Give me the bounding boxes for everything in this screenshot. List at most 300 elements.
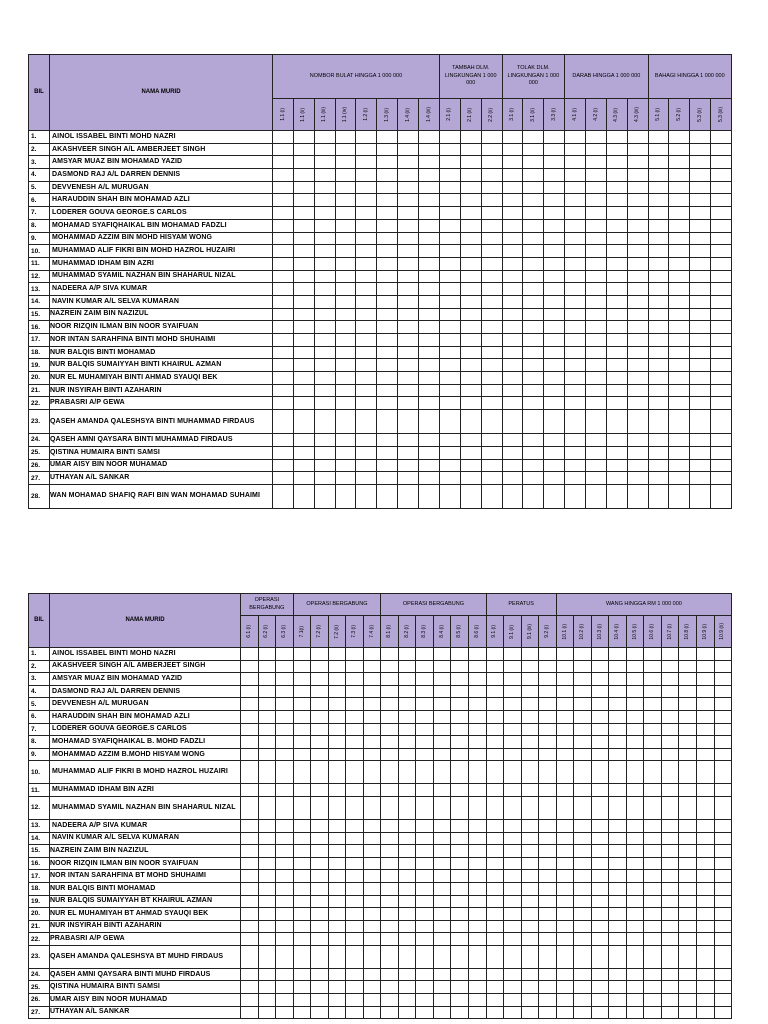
mark-cell[interactable] (481, 143, 502, 156)
mark-cell[interactable] (328, 994, 346, 1007)
mark-cell[interactable] (398, 723, 416, 736)
mark-cell[interactable] (328, 945, 346, 968)
mark-cell[interactable] (335, 169, 356, 182)
mark-cell[interactable] (606, 283, 627, 296)
mark-cell[interactable] (311, 784, 329, 797)
mark-cell[interactable] (398, 784, 416, 797)
mark-cell[interactable] (363, 945, 381, 968)
mark-cell[interactable] (521, 968, 539, 981)
mark-cell[interactable] (565, 169, 586, 182)
mark-cell[interactable] (591, 819, 609, 832)
mark-cell[interactable] (419, 484, 440, 508)
mark-cell[interactable] (468, 796, 486, 819)
mark-cell[interactable] (419, 459, 440, 472)
mark-cell[interactable] (363, 819, 381, 832)
mark-cell[interactable] (328, 1006, 346, 1019)
mark-cell[interactable] (416, 748, 434, 761)
mark-cell[interactable] (690, 384, 711, 397)
mark-cell[interactable] (504, 698, 522, 711)
mark-cell[interactable] (644, 736, 662, 749)
mark-cell[interactable] (504, 981, 522, 994)
mark-cell[interactable] (627, 295, 648, 308)
mark-cell[interactable] (335, 346, 356, 359)
mark-cell[interactable] (314, 434, 335, 447)
mark-cell[interactable] (679, 832, 697, 845)
mark-cell[interactable] (468, 857, 486, 870)
mark-cell[interactable] (690, 245, 711, 258)
mark-cell[interactable] (502, 257, 523, 270)
mark-cell[interactable] (377, 169, 398, 182)
mark-cell[interactable] (276, 819, 294, 832)
mark-cell[interactable] (556, 685, 574, 698)
mark-cell[interactable] (585, 472, 606, 485)
mark-cell[interactable] (273, 372, 294, 385)
mark-cell[interactable] (377, 459, 398, 472)
mark-cell[interactable] (591, 710, 609, 723)
mark-cell[interactable] (460, 257, 481, 270)
mark-cell[interactable] (539, 945, 557, 968)
mark-cell[interactable] (648, 232, 669, 245)
mark-cell[interactable] (544, 257, 565, 270)
mark-cell[interactable] (346, 968, 364, 981)
mark-cell[interactable] (711, 143, 732, 156)
mark-cell[interactable] (502, 207, 523, 220)
mark-cell[interactable] (696, 968, 714, 981)
mark-cell[interactable] (363, 895, 381, 908)
mark-cell[interactable] (714, 723, 732, 736)
mark-cell[interactable] (669, 484, 690, 508)
mark-cell[interactable] (714, 908, 732, 921)
mark-cell[interactable] (419, 257, 440, 270)
mark-cell[interactable] (335, 207, 356, 220)
mark-cell[interactable] (661, 981, 679, 994)
mark-cell[interactable] (644, 761, 662, 784)
mark-cell[interactable] (335, 181, 356, 194)
mark-cell[interactable] (460, 334, 481, 347)
mark-cell[interactable] (669, 459, 690, 472)
mark-cell[interactable] (648, 321, 669, 334)
mark-cell[interactable] (679, 870, 697, 883)
mark-cell[interactable] (626, 1006, 644, 1019)
mark-cell[interactable] (648, 295, 669, 308)
mark-cell[interactable] (556, 857, 574, 870)
mark-cell[interactable] (627, 484, 648, 508)
mark-cell[interactable] (565, 283, 586, 296)
mark-cell[interactable] (648, 169, 669, 182)
mark-cell[interactable] (241, 761, 259, 784)
mark-cell[interactable] (419, 131, 440, 144)
mark-cell[interactable] (504, 920, 522, 933)
mark-cell[interactable] (398, 181, 419, 194)
mark-cell[interactable] (398, 346, 419, 359)
mark-cell[interactable] (293, 270, 314, 283)
mark-cell[interactable] (648, 372, 669, 385)
mark-cell[interactable] (696, 933, 714, 946)
mark-cell[interactable] (273, 410, 294, 434)
mark-cell[interactable] (669, 169, 690, 182)
mark-cell[interactable] (381, 748, 399, 761)
mark-cell[interactable] (363, 748, 381, 761)
mark-cell[interactable] (609, 784, 627, 797)
mark-cell[interactable] (574, 870, 592, 883)
mark-cell[interactable] (711, 446, 732, 459)
mark-cell[interactable] (565, 207, 586, 220)
mark-cell[interactable] (460, 131, 481, 144)
mark-cell[interactable] (679, 819, 697, 832)
mark-cell[interactable] (377, 321, 398, 334)
mark-cell[interactable] (714, 857, 732, 870)
mark-cell[interactable] (416, 723, 434, 736)
mark-cell[interactable] (356, 131, 377, 144)
mark-cell[interactable] (356, 169, 377, 182)
mark-cell[interactable] (556, 895, 574, 908)
mark-cell[interactable] (565, 397, 586, 410)
mark-cell[interactable] (451, 748, 469, 761)
mark-cell[interactable] (565, 384, 586, 397)
mark-cell[interactable] (468, 845, 486, 858)
mark-cell[interactable] (504, 796, 522, 819)
mark-cell[interactable] (502, 308, 523, 321)
mark-cell[interactable] (363, 648, 381, 661)
mark-cell[interactable] (258, 968, 276, 981)
mark-cell[interactable] (276, 1006, 294, 1019)
mark-cell[interactable] (539, 882, 557, 895)
mark-cell[interactable] (460, 321, 481, 334)
mark-cell[interactable] (669, 334, 690, 347)
mark-cell[interactable] (346, 832, 364, 845)
mark-cell[interactable] (276, 710, 294, 723)
mark-cell[interactable] (276, 845, 294, 858)
mark-cell[interactable] (626, 710, 644, 723)
mark-cell[interactable] (644, 1006, 662, 1019)
mark-cell[interactable] (293, 156, 314, 169)
mark-cell[interactable] (416, 819, 434, 832)
mark-cell[interactable] (556, 845, 574, 858)
mark-cell[interactable] (661, 761, 679, 784)
mark-cell[interactable] (273, 156, 294, 169)
mark-cell[interactable] (276, 736, 294, 749)
mark-cell[interactable] (556, 736, 574, 749)
mark-cell[interactable] (293, 994, 311, 1007)
mark-cell[interactable] (523, 283, 544, 296)
mark-cell[interactable] (276, 857, 294, 870)
mark-cell[interactable] (311, 736, 329, 749)
mark-cell[interactable] (556, 1006, 574, 1019)
mark-cell[interactable] (273, 257, 294, 270)
mark-cell[interactable] (460, 245, 481, 258)
mark-cell[interactable] (690, 156, 711, 169)
mark-cell[interactable] (669, 143, 690, 156)
mark-cell[interactable] (539, 920, 557, 933)
mark-cell[interactable] (241, 895, 259, 908)
mark-cell[interactable] (363, 968, 381, 981)
mark-cell[interactable] (544, 169, 565, 182)
mark-cell[interactable] (627, 143, 648, 156)
mark-cell[interactable] (626, 673, 644, 686)
mark-cell[interactable] (293, 710, 311, 723)
mark-cell[interactable] (293, 761, 311, 784)
mark-cell[interactable] (416, 796, 434, 819)
mark-cell[interactable] (241, 710, 259, 723)
mark-cell[interactable] (377, 131, 398, 144)
mark-cell[interactable] (398, 410, 419, 434)
mark-cell[interactable] (521, 648, 539, 661)
mark-cell[interactable] (314, 321, 335, 334)
mark-cell[interactable] (626, 685, 644, 698)
mark-cell[interactable] (606, 169, 627, 182)
mark-cell[interactable] (585, 384, 606, 397)
mark-cell[interactable] (293, 245, 314, 258)
mark-cell[interactable] (439, 270, 460, 283)
mark-cell[interactable] (451, 857, 469, 870)
mark-cell[interactable] (460, 359, 481, 372)
mark-cell[interactable] (241, 845, 259, 858)
mark-cell[interactable] (711, 384, 732, 397)
mark-cell[interactable] (669, 308, 690, 321)
mark-cell[interactable] (416, 761, 434, 784)
mark-cell[interactable] (714, 994, 732, 1007)
mark-cell[interactable] (504, 736, 522, 749)
mark-cell[interactable] (544, 143, 565, 156)
mark-cell[interactable] (241, 723, 259, 736)
mark-cell[interactable] (648, 207, 669, 220)
mark-cell[interactable] (377, 334, 398, 347)
mark-cell[interactable] (606, 156, 627, 169)
mark-cell[interactable] (711, 207, 732, 220)
mark-cell[interactable] (523, 245, 544, 258)
mark-cell[interactable] (416, 710, 434, 723)
mark-cell[interactable] (363, 857, 381, 870)
mark-cell[interactable] (679, 981, 697, 994)
mark-cell[interactable] (711, 194, 732, 207)
mark-cell[interactable] (711, 484, 732, 508)
mark-cell[interactable] (293, 920, 311, 933)
mark-cell[interactable] (556, 673, 574, 686)
mark-cell[interactable] (398, 219, 419, 232)
mark-cell[interactable] (293, 945, 311, 968)
mark-cell[interactable] (609, 857, 627, 870)
mark-cell[interactable] (314, 410, 335, 434)
mark-cell[interactable] (574, 933, 592, 946)
mark-cell[interactable] (521, 660, 539, 673)
mark-cell[interactable] (314, 257, 335, 270)
mark-cell[interactable] (523, 334, 544, 347)
mark-cell[interactable] (502, 131, 523, 144)
mark-cell[interactable] (293, 446, 314, 459)
mark-cell[interactable] (451, 784, 469, 797)
mark-cell[interactable] (591, 908, 609, 921)
mark-cell[interactable] (381, 994, 399, 1007)
mark-cell[interactable] (398, 698, 416, 711)
mark-cell[interactable] (714, 832, 732, 845)
mark-cell[interactable] (669, 410, 690, 434)
mark-cell[interactable] (335, 459, 356, 472)
mark-cell[interactable] (711, 397, 732, 410)
mark-cell[interactable] (644, 882, 662, 895)
mark-cell[interactable] (258, 819, 276, 832)
mark-cell[interactable] (696, 761, 714, 784)
mark-cell[interactable] (585, 131, 606, 144)
mark-cell[interactable] (460, 308, 481, 321)
mark-cell[interactable] (241, 832, 259, 845)
mark-cell[interactable] (346, 673, 364, 686)
mark-cell[interactable] (439, 472, 460, 485)
mark-cell[interactable] (539, 710, 557, 723)
mark-cell[interactable] (460, 484, 481, 508)
mark-cell[interactable] (377, 472, 398, 485)
mark-cell[interactable] (381, 945, 399, 968)
mark-cell[interactable] (626, 784, 644, 797)
mark-cell[interactable] (328, 870, 346, 883)
mark-cell[interactable] (293, 968, 311, 981)
mark-cell[interactable] (556, 994, 574, 1007)
mark-cell[interactable] (439, 207, 460, 220)
mark-cell[interactable] (556, 819, 574, 832)
mark-cell[interactable] (661, 784, 679, 797)
mark-cell[interactable] (398, 761, 416, 784)
mark-cell[interactable] (696, 832, 714, 845)
mark-cell[interactable] (273, 181, 294, 194)
mark-cell[interactable] (433, 796, 451, 819)
mark-cell[interactable] (241, 994, 259, 1007)
mark-cell[interactable] (416, 784, 434, 797)
mark-cell[interactable] (661, 882, 679, 895)
mark-cell[interactable] (311, 870, 329, 883)
mark-cell[interactable] (346, 870, 364, 883)
mark-cell[interactable] (481, 410, 502, 434)
mark-cell[interactable] (606, 257, 627, 270)
mark-cell[interactable] (627, 459, 648, 472)
mark-cell[interactable] (460, 459, 481, 472)
mark-cell[interactable] (486, 968, 504, 981)
mark-cell[interactable] (523, 484, 544, 508)
mark-cell[interactable] (335, 308, 356, 321)
mark-cell[interactable] (609, 845, 627, 858)
mark-cell[interactable] (627, 346, 648, 359)
mark-cell[interactable] (258, 784, 276, 797)
mark-cell[interactable] (690, 232, 711, 245)
mark-cell[interactable] (609, 660, 627, 673)
mark-cell[interactable] (273, 397, 294, 410)
mark-cell[interactable] (398, 270, 419, 283)
mark-cell[interactable] (433, 819, 451, 832)
mark-cell[interactable] (585, 434, 606, 447)
mark-cell[interactable] (381, 920, 399, 933)
mark-cell[interactable] (565, 143, 586, 156)
mark-cell[interactable] (346, 933, 364, 946)
mark-cell[interactable] (574, 748, 592, 761)
mark-cell[interactable] (335, 434, 356, 447)
mark-cell[interactable] (544, 372, 565, 385)
mark-cell[interactable] (539, 660, 557, 673)
mark-cell[interactable] (481, 181, 502, 194)
mark-cell[interactable] (451, 648, 469, 661)
mark-cell[interactable] (276, 832, 294, 845)
mark-cell[interactable] (439, 131, 460, 144)
mark-cell[interactable] (241, 920, 259, 933)
mark-cell[interactable] (606, 308, 627, 321)
mark-cell[interactable] (346, 857, 364, 870)
mark-cell[interactable] (419, 156, 440, 169)
mark-cell[interactable] (644, 698, 662, 711)
mark-cell[interactable] (481, 270, 502, 283)
mark-cell[interactable] (398, 994, 416, 1007)
mark-cell[interactable] (711, 295, 732, 308)
mark-cell[interactable] (433, 748, 451, 761)
mark-cell[interactable] (644, 933, 662, 946)
mark-cell[interactable] (627, 131, 648, 144)
mark-cell[interactable] (481, 346, 502, 359)
mark-cell[interactable] (356, 257, 377, 270)
mark-cell[interactable] (669, 257, 690, 270)
mark-cell[interactable] (669, 245, 690, 258)
mark-cell[interactable] (539, 857, 557, 870)
mark-cell[interactable] (661, 845, 679, 858)
mark-cell[interactable] (556, 882, 574, 895)
mark-cell[interactable] (626, 832, 644, 845)
mark-cell[interactable] (433, 968, 451, 981)
mark-cell[interactable] (644, 723, 662, 736)
mark-cell[interactable] (714, 870, 732, 883)
mark-cell[interactable] (521, 784, 539, 797)
mark-cell[interactable] (523, 169, 544, 182)
mark-cell[interactable] (314, 156, 335, 169)
mark-cell[interactable] (574, 994, 592, 1007)
mark-cell[interactable] (419, 270, 440, 283)
mark-cell[interactable] (556, 710, 574, 723)
mark-cell[interactable] (609, 882, 627, 895)
mark-cell[interactable] (363, 994, 381, 1007)
mark-cell[interactable] (585, 459, 606, 472)
mark-cell[interactable] (311, 994, 329, 1007)
mark-cell[interactable] (585, 219, 606, 232)
mark-cell[interactable] (346, 648, 364, 661)
mark-cell[interactable] (648, 346, 669, 359)
mark-cell[interactable] (609, 761, 627, 784)
mark-cell[interactable] (377, 207, 398, 220)
mark-cell[interactable] (335, 295, 356, 308)
mark-cell[interactable] (574, 796, 592, 819)
mark-cell[interactable] (626, 968, 644, 981)
mark-cell[interactable] (644, 710, 662, 723)
mark-cell[interactable] (377, 397, 398, 410)
mark-cell[interactable] (574, 648, 592, 661)
mark-cell[interactable] (591, 857, 609, 870)
mark-cell[interactable] (565, 346, 586, 359)
mark-cell[interactable] (433, 648, 451, 661)
mark-cell[interactable] (398, 832, 416, 845)
mark-cell[interactable] (714, 698, 732, 711)
mark-cell[interactable] (648, 459, 669, 472)
mark-cell[interactable] (258, 685, 276, 698)
mark-cell[interactable] (544, 484, 565, 508)
mark-cell[interactable] (648, 194, 669, 207)
mark-cell[interactable] (556, 870, 574, 883)
mark-cell[interactable] (609, 819, 627, 832)
mark-cell[interactable] (273, 219, 294, 232)
mark-cell[interactable] (644, 796, 662, 819)
mark-cell[interactable] (293, 472, 314, 485)
mark-cell[interactable] (241, 819, 259, 832)
mark-cell[interactable] (273, 308, 294, 321)
mark-cell[interactable] (696, 1006, 714, 1019)
mark-cell[interactable] (460, 270, 481, 283)
mark-cell[interactable] (606, 484, 627, 508)
mark-cell[interactable] (486, 870, 504, 883)
mark-cell[interactable] (648, 308, 669, 321)
mark-cell[interactable] (328, 968, 346, 981)
mark-cell[interactable] (556, 784, 574, 797)
